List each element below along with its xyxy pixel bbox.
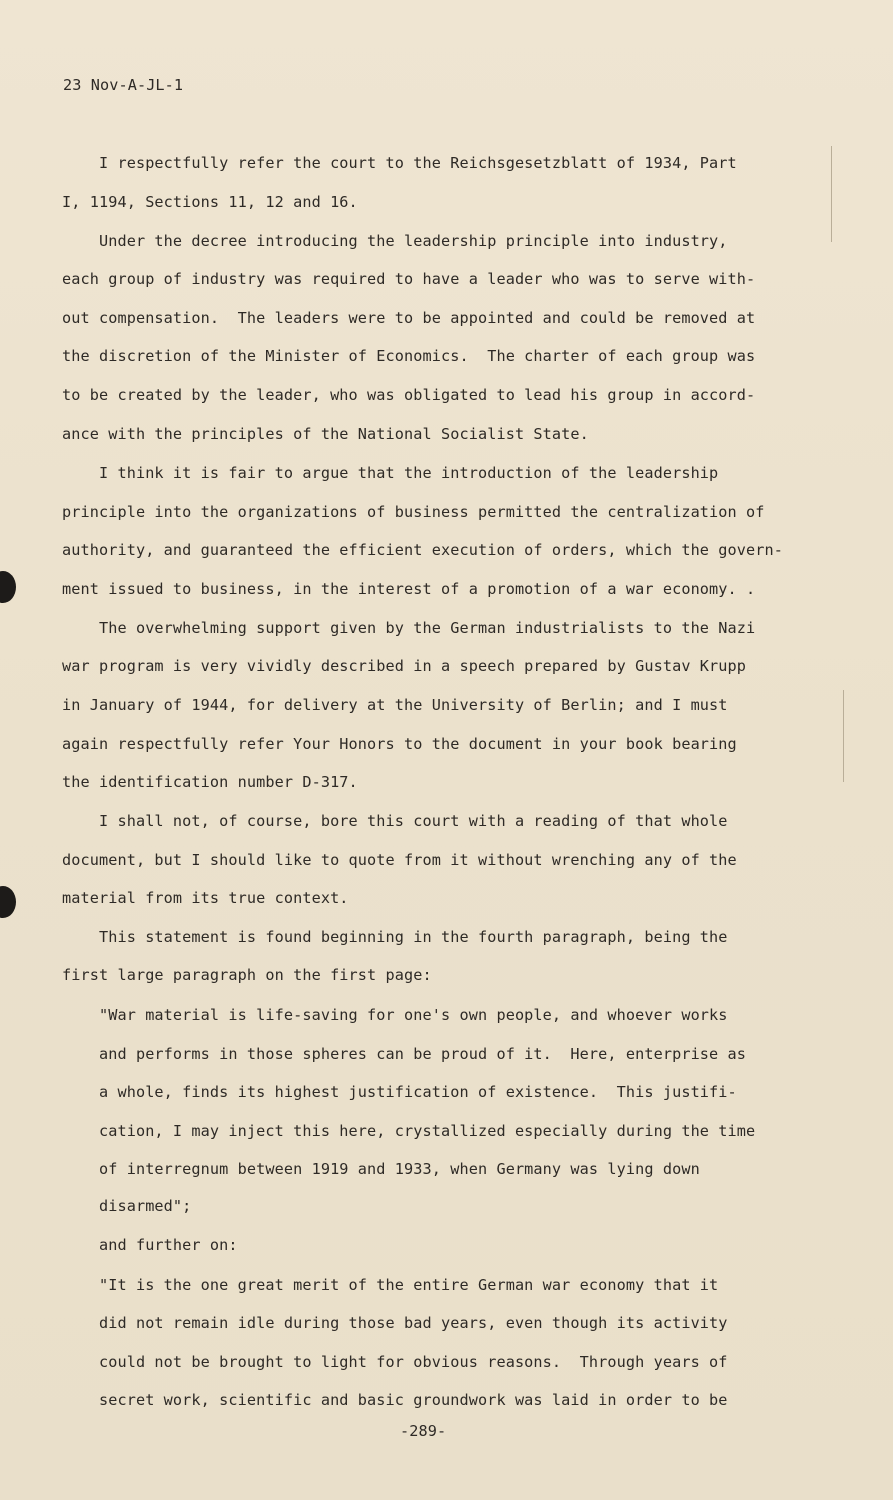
quote-line: did not remain idle during those bad years, even though its activity (62, 1314, 728, 1332)
text-line: ance with the principles of the National Socialist State. (62, 425, 589, 443)
punch-hole (0, 886, 16, 918)
text-line: This statement is found beginning in the fourth paragraph, being the (62, 928, 728, 946)
text-line: first large paragraph on the first page: (62, 966, 432, 984)
text-line: I shall not, of course, bore this court with a reading of that whole (62, 812, 728, 830)
margin-mark (843, 690, 844, 782)
text-line: each group of industry was required to have a leader who was to serve with- (62, 270, 756, 288)
quote-line: a whole, finds its highest justification of existence. This justifi- (62, 1083, 737, 1101)
text-line: war program is very vividly described in a speech prepared by Gustav Krupp (62, 657, 747, 675)
text-line: I think it is fair to argue that the introduction of the leadership (62, 464, 719, 482)
text-line: principle into the organizations of business permitted the centralization of (62, 503, 765, 521)
quote-line: secret work, scientific and basic groundwork was laid in order to be (62, 1391, 728, 1409)
text-line: I, 1194, Sections 11, 12 and 16. (62, 193, 358, 211)
text-line: out compensation. The leaders were to be appointed and could be removed at (62, 309, 756, 327)
margin-mark (831, 146, 832, 242)
text-line: and further on: (62, 1236, 238, 1254)
quote-line: disarmed"; (62, 1197, 192, 1215)
quote-line: could not be brought to light for obvious reasons. Through years of (62, 1353, 728, 1371)
text-line: in January of 1944, for delivery at the University of Berlin; and I must (62, 696, 728, 714)
quote-line: "It is the one great merit of the entire German war economy that it (62, 1276, 719, 1294)
text-line: the identification number D-317. (62, 773, 358, 791)
text-line: material from its true context. (62, 889, 349, 907)
text-line: again respectfully refer Your Honors to the document in your book bearing (62, 735, 737, 753)
document-reference: 23 Nov-A-JL-1 (63, 76, 184, 94)
text-line: document, but I should like to quote from it without wrenching any of the (62, 851, 737, 869)
text-line: authority, and guaranteed the efficient execution of orders, which the govern- (62, 541, 784, 559)
text-line: Under the decree introducing the leadership principle into industry, (62, 232, 728, 250)
text-line: I respectfully refer the court to the Reichsgesetzblatt of 1934, Part (62, 154, 737, 172)
text-line: The overwhelming support given by the German industrialists to the Nazi (62, 619, 756, 637)
quote-line: and performs in those spheres can be proud of it. Here, enterprise as (62, 1045, 747, 1063)
text-line: to be created by the leader, who was obligated to lead his group in accord- (62, 386, 756, 404)
text-line: ment issued to business, in the interest of a promotion of a war economy. . (62, 580, 756, 598)
quote-line: of interregnum between 1919 and 1933, when Germany was lying down (62, 1160, 700, 1178)
page-number: -289- (400, 1422, 447, 1440)
quote-line: cation, I may inject this here, crystallized especially during the time (62, 1122, 756, 1140)
punch-hole (0, 571, 16, 603)
quote-line: "War material is life-saving for one's own people, and whoever works (62, 1006, 728, 1024)
text-line: the discretion of the Minister of Economics. The charter of each group was (62, 347, 756, 365)
